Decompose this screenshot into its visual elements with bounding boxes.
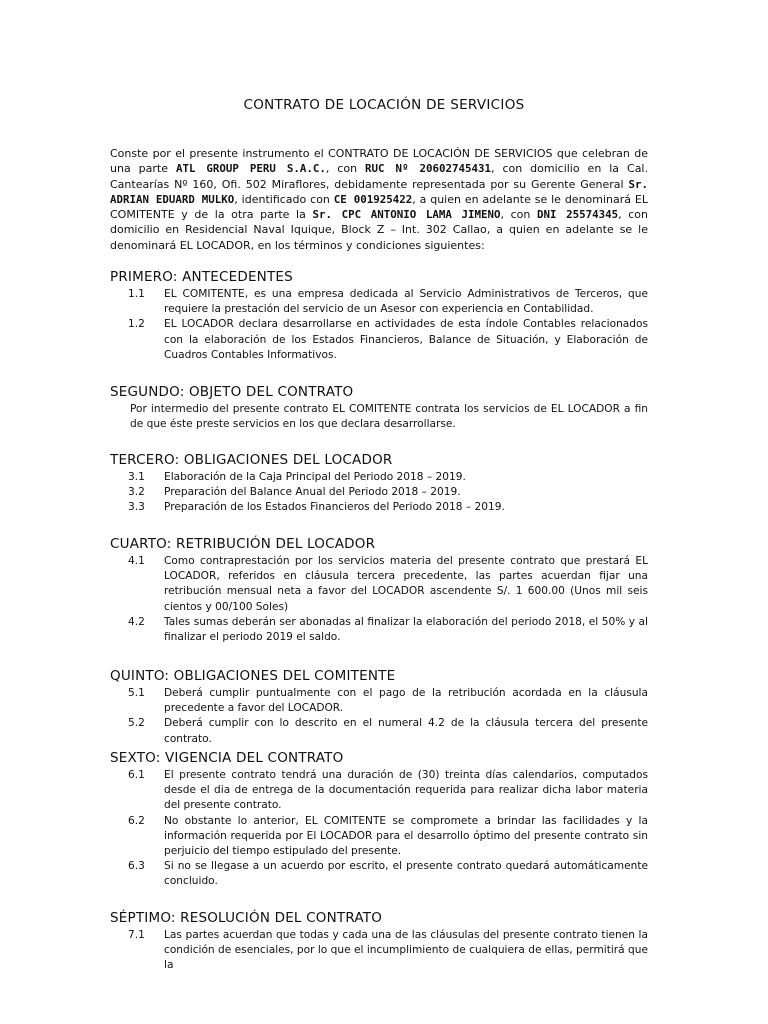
section-text: Por intermedio del presente contrato EL COMITENTE contrata los servicios de EL LOCADOR a fin de que éste preste servicios en los que declara desarrollarse. [130,403,648,431]
clause-number: 1.2 [128,318,145,331]
clause [110,716,648,746]
clause-number: 4.1 [128,555,145,567]
section-heading: SEXTO: VIGENCIA DEL CONTRATO [110,750,344,766]
company-name: ATL GROUP PERU S.A.C. [175,162,326,176]
company-ruc: RUC Nº 20602745431 [365,162,491,176]
intro-text: , con [500,208,537,222]
clause [110,859,648,889]
clause-number: 3.1 [128,471,145,483]
clause [110,928,648,974]
manager-name: Sr. ADRIAN EDUARD MULKO [110,177,648,206]
section-heading: CUARTO: RETRIBUCIÓN DEL LOCADOR [110,536,376,552]
section-heading: TERCERO: OBLIGACIONES DEL LOCADOR [110,452,393,468]
section-quinto [110,668,648,747]
clause-text: Como contraprestación por los servicios materia del presente contrato que prestará EL LOCADOR, referidos en cláusula tercera precedente, las partes acuerdan fijar una retribución mensual neta a favor del LOCADOR ascendente S/. 1 600.00 (Unos mil seis cientos y 00/100 Soles) [164,555,648,613]
intro-text: Conste por el presente instrumento el CONTRATO DE LOCACIÓN DE SERVICIOS que celebran de una parte [110,147,648,176]
section-primero [110,269,648,363]
clause-number: 7.1 [128,929,145,941]
clause-text: El presente contrato tendrá una duración de (30) treinta días calendarios, computados desde el dia de entrega de la documentación requerida para realizar dicha labor materia del presente contrato. [164,769,648,812]
clause-number: 6.3 [128,860,145,873]
intro-text: , con domicilio en Residencial Naval Iquique, Block Z – Int. 302 Callao, a quien en adelante se le denominará EL LOCADOR, en los términos y condiciones siguientes: [110,208,649,252]
clause-number: 6.2 [128,814,145,827]
clause-number: 6.1 [128,769,145,781]
intro-text: , con domicilio en la Cal. Cantearías Nº 160, Ofi. 502 Miraflores, debidamente representada por su Gerente General [110,162,648,191]
section-tercero [110,452,648,516]
clause [110,554,648,615]
clause-text: Preparación de los Estados Financieros del Periodo 2018 – 2019. [164,501,505,514]
section-segundo [110,384,648,432]
clause [110,814,648,860]
clause [110,287,648,317]
clause-number: 5.1 [128,687,145,699]
clause [110,768,648,814]
contractor-dni: DNI 25574345 [537,208,619,222]
clause [110,485,648,500]
section-sexto [110,750,648,890]
clause-text: No obstante lo anterior, EL COMITENTE se compromete a brindar las facilidades y la información requerida por El LOCADOR para el desarrollo óptimo del presente contrato sin perjuicio del tiempo estipulado del presente. [164,814,648,858]
intro-text: , identificado con [234,192,334,206]
section-heading: SEGUNDO: OBJETO DEL CONTRATO [110,384,354,400]
clause [110,470,648,485]
clause [110,317,648,363]
clause-text: EL COMITENTE, es una empresa dedicada al Servicio Administrativos de Terceros, que requiere la prestación del servicio de un Asesor con experiencia en Contabilidad. [164,288,648,316]
clause-text: EL LOCADOR declara desarrollarse en actividades de esta índole Contables relacionados con la elaboración de los Estados Financieros, Balance de Situación, y Elaboración de Cuadros Contables Informativos. [164,318,648,361]
clause-number: 3.3 [128,501,145,514]
clause-text: Preparación del Balance Anual del Periodo 2018 – 2019. [164,486,461,499]
manager-id: CE 001925422 [333,192,413,206]
section-heading: SÉPTIMO: RESOLUCIÓN DEL CONTRATO [110,910,383,926]
section-cuarto [110,536,648,645]
clause-text: Las partes acuerdan que todas y cada una de las cláusulas del presente contrato tienen la condición de esenciales, por lo que el incumplimiento de cualquiera de ellas, permitirá que la [164,929,648,972]
clause-text: Deberá cumplir con lo descrito en el numeral 4.2 de la cláusula tercera del presente contrato. [164,717,648,745]
clause-number: 3.2 [128,486,145,499]
clause-text: Si no se llegase a un acuerdo por escrito, el presente contrato quedará automáticamente concluido. [164,860,648,888]
clause [110,615,648,645]
document-title: CONTRATO DE LOCACIÓN DE SERVICIOS [243,97,525,113]
clause [110,500,648,515]
intro-text: , a quien en adelante se le denominará EL COMITENTE y de la otra parte la [110,192,648,222]
section-heading: PRIMERO: ANTECEDENTES [110,269,293,285]
intro-paragraph [110,146,648,253]
section-septimo [110,910,648,974]
clause [110,686,648,716]
section-heading: QUINTO: OBLIGACIONES DEL COMITENTE [110,668,396,684]
clause-number: 4.2 [128,615,145,628]
clause-number: 1.1 [128,288,145,300]
clause-text: Tales sumas deberán ser abonadas al finalizar la elaboración del periodo 2018, el 50% y al finalizar el periodo 2019 el saldo. [164,615,648,644]
clause-text: Elaboración de la Caja Principal del Periodo 2018 – 2019. [164,471,466,483]
clause-text: Deberá cumplir puntualmente con el pago de la retribución acordada en la cláusula precedente a favor del LOCADOR. [164,687,648,715]
contractor-name: Sr. CPC ANTONIO LAMA JIMENO [312,208,501,222]
intro-text: , con [325,162,366,176]
clause-number: 5.2 [128,717,145,730]
